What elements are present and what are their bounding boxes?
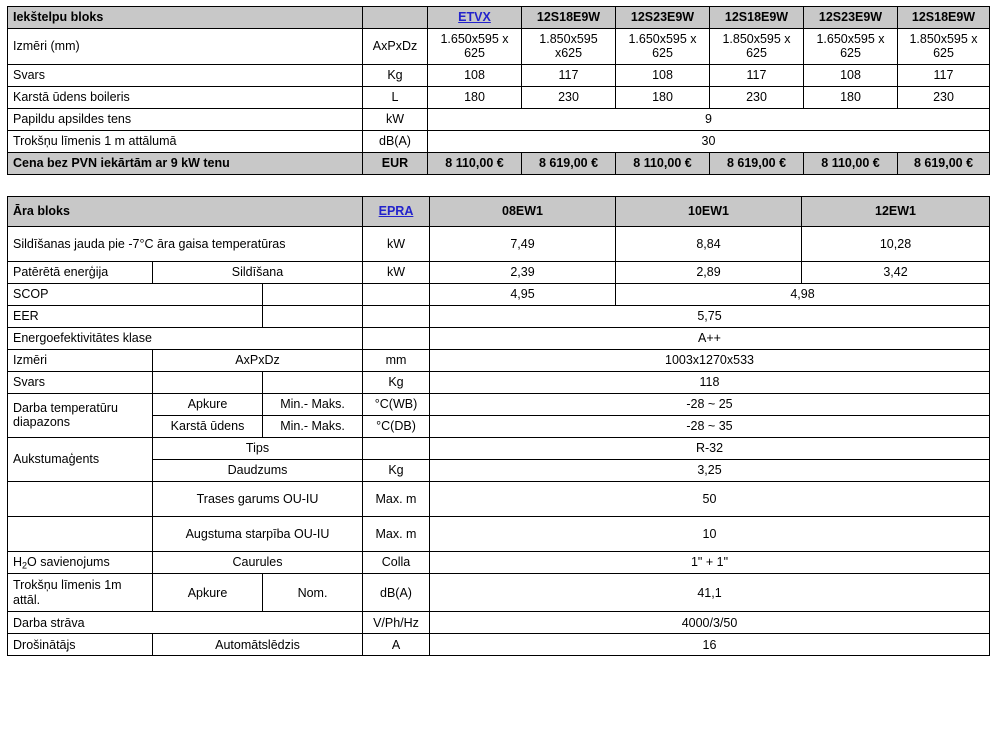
- row-label-weight: Svars: [8, 64, 363, 86]
- cell-temp-range-hotwater: -28 ~ 35: [430, 415, 990, 437]
- table-row: [8, 349, 990, 371]
- row-spacer-weight-b: [263, 371, 363, 393]
- row-label-temp-range: Darba temperatūru diapazons: [8, 393, 153, 437]
- cell-scop-2: 4,98: [616, 283, 990, 305]
- price-row: [8, 152, 990, 174]
- row-unit-current: V/Ph/Hz: [363, 612, 430, 634]
- outdoor-model-header-2: 10EW1: [616, 196, 802, 226]
- row-unit-pipe-length: Max. m: [363, 481, 430, 516]
- cell-weight-6: 117: [898, 64, 990, 86]
- cell-consumed-energy-1: 2,39: [430, 261, 616, 283]
- outdoor-model-header-1: 08EW1: [430, 196, 616, 226]
- table-row: [8, 612, 990, 634]
- row-label-current: Darba strāva: [8, 612, 363, 634]
- row-label-heater: Papildu apsildes tens: [8, 108, 363, 130]
- model-header-2: 12S23E9W: [616, 7, 710, 29]
- table-row: [8, 64, 990, 86]
- table-row: [8, 108, 990, 130]
- row-unit-water-connection: Colla: [363, 551, 430, 574]
- price-value-1: 8 110,00 €: [428, 152, 522, 174]
- table-row: [8, 29, 990, 65]
- table-row: [8, 86, 990, 108]
- row-label-boiler: Karstā ūdens boileris: [8, 86, 363, 108]
- row-label-scop: SCOP: [8, 283, 263, 305]
- row-sublabel-heating-mode: Apkure: [153, 393, 263, 415]
- epra-link[interactable]: EPRA: [363, 196, 430, 226]
- row-sublabel-noise-heating: Apkure: [153, 574, 263, 612]
- water-label-pre: H: [13, 554, 23, 569]
- cell-weight-4: 117: [710, 64, 804, 86]
- table-row: [8, 481, 990, 516]
- row-unit-scop: [363, 283, 430, 305]
- row-unit-temp-db: °C(DB): [363, 415, 430, 437]
- row-unit-weight: Kg: [363, 64, 428, 86]
- model-header-5: 12S18E9W: [898, 7, 990, 29]
- price-value-2: 8 619,00 €: [522, 152, 616, 174]
- row-label-fuse: Drošinātājs: [8, 634, 153, 656]
- outdoor-unit-title: Āra bloks: [8, 196, 363, 226]
- row-sublabel-dimensions-outdoor: AxPxDz: [153, 349, 363, 371]
- model-header-3: 12S18E9W: [710, 7, 804, 29]
- cell-heater-merged: 9: [428, 108, 990, 130]
- outdoor-unit-table: [7, 196, 990, 657]
- row-unit-energy-class: [363, 327, 430, 349]
- cell-dimensions-3: 1.650x595 x 625: [616, 29, 710, 65]
- indoor-unit-title: Iekštelpu bloks: [8, 7, 363, 29]
- cell-weight-3: 108: [616, 64, 710, 86]
- cell-pipe-length: 50: [430, 481, 990, 516]
- row-unit-consumed-energy: kW: [363, 261, 430, 283]
- cell-weight-1: 108: [428, 64, 522, 86]
- row-unit-refrigerant-amount: Kg: [363, 459, 430, 481]
- row-spacer-height-diff: [8, 516, 153, 551]
- row-label-noise-outdoor: Trokšņu līmenis 1m attāl.: [8, 574, 153, 612]
- row-label-eer: EER: [8, 305, 263, 327]
- row-label-heating-capacity: Sildīšanas jauda pie -7°C āra gaisa temperatūras: [8, 226, 363, 261]
- cell-boiler-1: 180: [428, 86, 522, 108]
- cell-boiler-5: 180: [804, 86, 898, 108]
- row-unit-boiler: L: [363, 86, 428, 108]
- row-sublabel-height-diff: Augstuma starpība OU-IU: [153, 516, 363, 551]
- table-row: [8, 327, 990, 349]
- cell-dimensions-2: 1.850x595 x625: [522, 29, 616, 65]
- row-unit-noise-outdoor: dB(A): [363, 574, 430, 612]
- model-header-4: 12S23E9W: [804, 7, 898, 29]
- price-value-6: 8 619,00 €: [898, 152, 990, 174]
- table1-header-row: [8, 7, 990, 29]
- cell-noise-outdoor: 41,1: [430, 574, 990, 612]
- table-row: [8, 551, 990, 574]
- row-spacer-scop: [263, 283, 363, 305]
- table-row: [8, 634, 990, 656]
- row-sublabel-noise-nom: Nom.: [263, 574, 363, 612]
- cell-weight-5: 108: [804, 64, 898, 86]
- price-label: Cena bez PVN iekārtām ar 9 kW tenu: [8, 152, 363, 174]
- table-row: [8, 305, 990, 327]
- row-label-energy-class: Energoefektivitātes klase: [8, 327, 363, 349]
- indoor-unit-table: [7, 6, 990, 175]
- price-value-5: 8 110,00 €: [804, 152, 898, 174]
- cell-weight-2: 117: [522, 64, 616, 86]
- price-unit: EUR: [363, 152, 428, 174]
- row-unit-height-diff: Max. m: [363, 516, 430, 551]
- row-unit-heater: kW: [363, 108, 428, 130]
- cell-heating-capacity-1: 7,49: [430, 226, 616, 261]
- row-unit-temp-wb: °C(WB): [363, 393, 430, 415]
- cell-boiler-2: 230: [522, 86, 616, 108]
- cell-eer: 5,75: [430, 305, 990, 327]
- model-header-1: 12S18E9W: [522, 7, 616, 29]
- cell-dimensions-outdoor: 1003x1270x533: [430, 349, 990, 371]
- row-label-refrigerant: Aukstumaģents: [8, 437, 153, 481]
- row-unit-eer: [363, 305, 430, 327]
- unit-column-header: [363, 7, 428, 29]
- table-row: [8, 283, 990, 305]
- cell-scop-1: 4,95: [430, 283, 616, 305]
- table-row: [8, 130, 990, 152]
- row-sublabel-pipe-length: Trases garums OU-IU: [153, 481, 363, 516]
- etvx-link[interactable]: ETVX: [428, 7, 522, 29]
- row-sublabel-hotwater-mode: Karstā ūdens: [153, 415, 263, 437]
- row-sublabel-minmax-2: Min.- Maks.: [263, 415, 363, 437]
- cell-fuse: 16: [430, 634, 990, 656]
- cell-heating-capacity-2: 8,84: [616, 226, 802, 261]
- row-sublabel-refrigerant-type: Tips: [153, 437, 363, 459]
- cell-boiler-6: 230: [898, 86, 990, 108]
- cell-current: 4000/3/50: [430, 612, 990, 634]
- table-row: [8, 415, 990, 437]
- table-row: [8, 516, 990, 551]
- row-unit-fuse: A: [363, 634, 430, 656]
- cell-water-connection: 1" + 1": [430, 551, 990, 574]
- row-spacer-pipe-length: [8, 481, 153, 516]
- row-label-consumed-energy: Patērētā enerģija: [8, 261, 153, 283]
- price-value-3: 8 110,00 €: [616, 152, 710, 174]
- row-spacer-weight-a: [153, 371, 263, 393]
- row-label-water-connection: [8, 551, 153, 574]
- row-unit-noise: dB(A): [363, 130, 428, 152]
- row-sublabel-heating: Sildīšana: [153, 261, 363, 283]
- cell-boiler-4: 230: [710, 86, 804, 108]
- cell-height-diff: 10: [430, 516, 990, 551]
- table-row: [8, 437, 990, 459]
- row-unit-dimensions-outdoor: mm: [363, 349, 430, 371]
- row-label-dimensions: Izmēri (mm): [8, 29, 363, 65]
- row-sublabel-breaker: Automātslēdzis: [153, 634, 363, 656]
- row-label-weight-outdoor: Svars: [8, 371, 153, 393]
- table-row: [8, 371, 990, 393]
- cell-noise-merged: 30: [428, 130, 990, 152]
- datasheet-page: [0, 6, 996, 742]
- water-label-post: O savienojums: [27, 554, 110, 569]
- row-unit-heating-capacity: kW: [363, 226, 430, 261]
- row-sublabel-refrigerant-amount: Daudzums: [153, 459, 363, 481]
- cell-refrigerant-amount: 3,25: [430, 459, 990, 481]
- table-row: [8, 261, 990, 283]
- cell-dimensions-4: 1.850x595 x 625: [710, 29, 804, 65]
- water-label-sub: 2: [22, 560, 28, 570]
- cell-heating-capacity-3: 10,28: [802, 226, 990, 261]
- row-unit-refrigerant-type: [363, 437, 430, 459]
- cell-refrigerant-type: R-32: [430, 437, 990, 459]
- table-row: [8, 226, 990, 261]
- cell-dimensions-5: 1.650x595 x 625: [804, 29, 898, 65]
- table-row: [8, 393, 990, 415]
- table-row: [8, 574, 990, 612]
- row-label-noise: Trokšņu līmenis 1 m attālumā: [8, 130, 363, 152]
- row-sublabel-minmax-1: Min.- Maks.: [263, 393, 363, 415]
- cell-weight-outdoor: 118: [430, 371, 990, 393]
- table2-header-row: [8, 196, 990, 226]
- cell-dimensions-1: 1.650x595 x 625: [428, 29, 522, 65]
- cell-energy-class: A++: [430, 327, 990, 349]
- row-label-dimensions-outdoor: Izmēri: [8, 349, 153, 371]
- row-sublabel-pipes: Caurules: [153, 551, 363, 574]
- cell-consumed-energy-2: 2,89: [616, 261, 802, 283]
- table-row: [8, 459, 990, 481]
- cell-dimensions-6: 1.850x595 x 625: [898, 29, 990, 65]
- row-spacer-eer: [263, 305, 363, 327]
- outdoor-model-header-3: 12EW1: [802, 196, 990, 226]
- price-value-4: 8 619,00 €: [710, 152, 804, 174]
- row-unit-dimensions: AxPxDz: [363, 29, 428, 65]
- cell-consumed-energy-3: 3,42: [802, 261, 990, 283]
- cell-boiler-3: 180: [616, 86, 710, 108]
- row-unit-weight-outdoor: Kg: [363, 371, 430, 393]
- cell-temp-range-heating: -28 ~ 25: [430, 393, 990, 415]
